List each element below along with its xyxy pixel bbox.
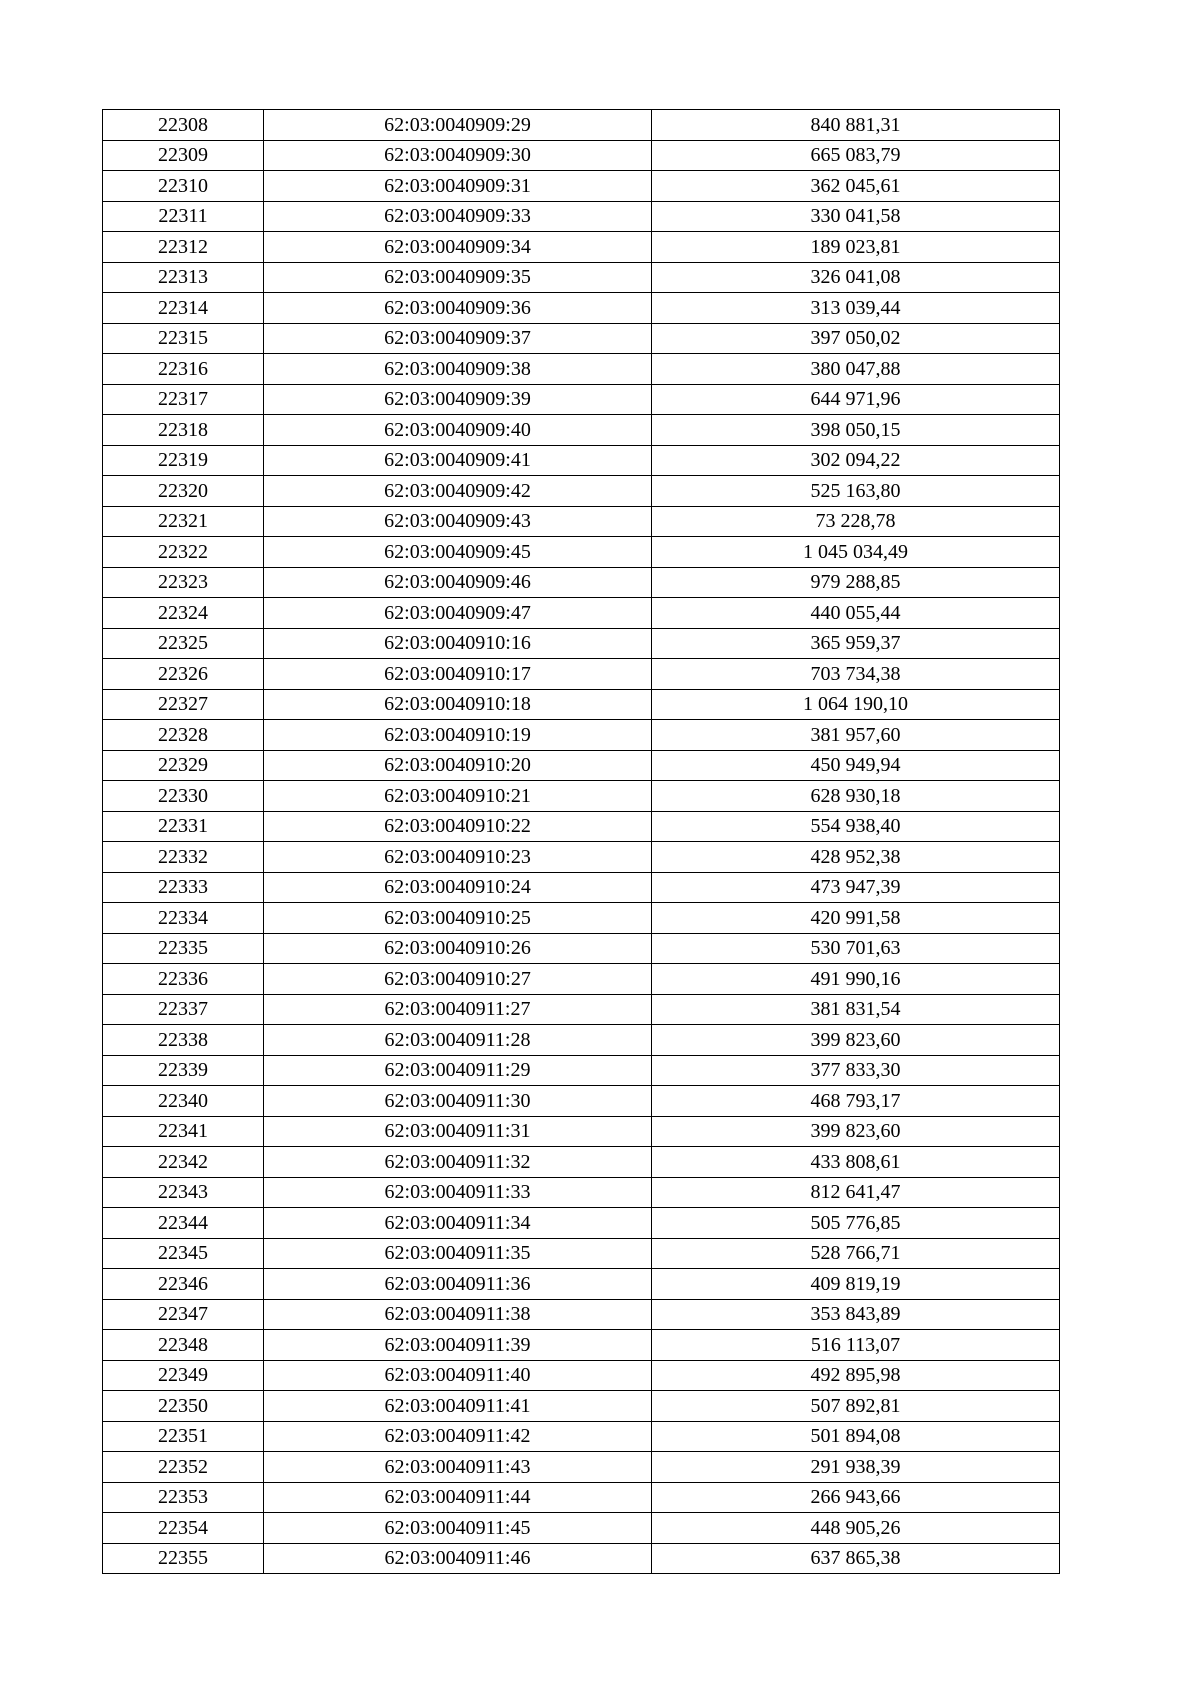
cadastral-value-cell: 433 808,61	[652, 1147, 1060, 1178]
cadastral-value-cell: 189 023,81	[652, 232, 1060, 263]
row-number-cell: 22315	[103, 323, 264, 354]
row-number-cell: 22351	[103, 1421, 264, 1452]
table-row	[103, 964, 1060, 995]
cadastral-number-cell: 62:03:0040909:33	[264, 201, 652, 232]
row-number-cell: 22346	[103, 1269, 264, 1300]
cadastral-number-cell: 62:03:0040911:28	[264, 1025, 652, 1056]
cadastral-value-cell: 381 957,60	[652, 720, 1060, 751]
cadastral-number-cell: 62:03:0040909:41	[264, 445, 652, 476]
cadastral-value-cell: 703 734,38	[652, 659, 1060, 690]
cadastral-number-cell: 62:03:0040909:39	[264, 384, 652, 415]
cadastral-value-cell: 326 041,08	[652, 262, 1060, 293]
row-number-cell: 22336	[103, 964, 264, 995]
cadastral-value-cell: 628 930,18	[652, 781, 1060, 812]
cadastral-value-cell: 399 823,60	[652, 1116, 1060, 1147]
row-number-cell: 22345	[103, 1238, 264, 1269]
cadastral-number-cell: 62:03:0040911:46	[264, 1543, 652, 1574]
row-number-cell: 22353	[103, 1482, 264, 1513]
cadastral-value-cell: 302 094,22	[652, 445, 1060, 476]
row-number-cell: 22311	[103, 201, 264, 232]
cadastral-number-cell: 62:03:0040911:29	[264, 1055, 652, 1086]
cadastral-value-cell: 362 045,61	[652, 171, 1060, 202]
row-number-cell: 22330	[103, 781, 264, 812]
table-row	[103, 659, 1060, 690]
cadastral-value-cell: 266 943,66	[652, 1482, 1060, 1513]
table-row	[103, 1025, 1060, 1056]
cadastral-value-cell: 491 990,16	[652, 964, 1060, 995]
cadastral-value-cell: 1 045 034,49	[652, 537, 1060, 568]
table-row	[103, 781, 1060, 812]
cadastral-number-cell: 62:03:0040910:16	[264, 628, 652, 659]
row-number-cell: 22333	[103, 872, 264, 903]
row-number-cell: 22323	[103, 567, 264, 598]
cadastral-number-cell: 62:03:0040910:26	[264, 933, 652, 964]
table-row	[103, 1543, 1060, 1574]
row-number-cell: 22317	[103, 384, 264, 415]
cadastral-number-cell: 62:03:0040909:29	[264, 110, 652, 141]
row-number-cell: 22325	[103, 628, 264, 659]
cadastral-value-cell: 637 865,38	[652, 1543, 1060, 1574]
cadastral-number-cell: 62:03:0040911:27	[264, 994, 652, 1025]
table-row	[103, 872, 1060, 903]
cadastral-value-cell: 840 881,31	[652, 110, 1060, 141]
row-number-cell: 22340	[103, 1086, 264, 1117]
row-number-cell: 22352	[103, 1452, 264, 1483]
cadastral-number-cell: 62:03:0040911:34	[264, 1208, 652, 1239]
cadastral-number-cell: 62:03:0040911:42	[264, 1421, 652, 1452]
row-number-cell: 22341	[103, 1116, 264, 1147]
row-number-cell: 22314	[103, 293, 264, 324]
table-row	[103, 750, 1060, 781]
table-row	[103, 323, 1060, 354]
cadastral-number-cell: 62:03:0040909:46	[264, 567, 652, 598]
cadastral-value-table	[102, 109, 1060, 1574]
cadastral-number-cell: 62:03:0040910:19	[264, 720, 652, 751]
table-row	[103, 720, 1060, 751]
cadastral-number-cell: 62:03:0040911:45	[264, 1513, 652, 1544]
cadastral-number-cell: 62:03:0040910:24	[264, 872, 652, 903]
cadastral-number-cell: 62:03:0040909:30	[264, 140, 652, 171]
row-number-cell: 22326	[103, 659, 264, 690]
table-row	[103, 110, 1060, 141]
table-row	[103, 415, 1060, 446]
cadastral-number-cell: 62:03:0040909:37	[264, 323, 652, 354]
cadastral-number-cell: 62:03:0040910:22	[264, 811, 652, 842]
table-row	[103, 1177, 1060, 1208]
row-number-cell: 22331	[103, 811, 264, 842]
cadastral-number-cell: 62:03:0040911:38	[264, 1299, 652, 1330]
cadastral-value-cell: 380 047,88	[652, 354, 1060, 385]
cadastral-value-cell: 330 041,58	[652, 201, 1060, 232]
cadastral-number-cell: 62:03:0040911:32	[264, 1147, 652, 1178]
cadastral-number-cell: 62:03:0040910:18	[264, 689, 652, 720]
table-row	[103, 598, 1060, 629]
cadastral-value-cell: 501 894,08	[652, 1421, 1060, 1452]
cadastral-value-cell: 365 959,37	[652, 628, 1060, 659]
cadastral-value-cell: 530 701,63	[652, 933, 1060, 964]
row-number-cell: 22329	[103, 750, 264, 781]
table-row	[103, 994, 1060, 1025]
cadastral-number-cell: 62:03:0040911:35	[264, 1238, 652, 1269]
table-row	[103, 1330, 1060, 1361]
row-number-cell: 22339	[103, 1055, 264, 1086]
cadastral-value-cell: 398 050,15	[652, 415, 1060, 446]
table-body	[103, 110, 1060, 1574]
table-row	[103, 842, 1060, 873]
row-number-cell: 22355	[103, 1543, 264, 1574]
cadastral-number-cell: 62:03:0040910:17	[264, 659, 652, 690]
cadastral-value-cell: 979 288,85	[652, 567, 1060, 598]
row-number-cell: 22322	[103, 537, 264, 568]
cadastral-value-cell: 665 083,79	[652, 140, 1060, 171]
cadastral-number-cell: 62:03:0040910:20	[264, 750, 652, 781]
cadastral-value-cell: 505 776,85	[652, 1208, 1060, 1239]
cadastral-value-cell: 468 793,17	[652, 1086, 1060, 1117]
cadastral-value-cell: 525 163,80	[652, 476, 1060, 507]
table-row	[103, 201, 1060, 232]
cadastral-number-cell: 62:03:0040911:31	[264, 1116, 652, 1147]
row-number-cell: 22344	[103, 1208, 264, 1239]
row-number-cell: 22332	[103, 842, 264, 873]
cadastral-value-cell: 554 938,40	[652, 811, 1060, 842]
row-number-cell: 22334	[103, 903, 264, 934]
table-row	[103, 1299, 1060, 1330]
row-number-cell: 22338	[103, 1025, 264, 1056]
table-row	[103, 384, 1060, 415]
row-number-cell: 22321	[103, 506, 264, 537]
row-number-cell: 22324	[103, 598, 264, 629]
row-number-cell: 22337	[103, 994, 264, 1025]
table-row	[103, 1269, 1060, 1300]
cadastral-number-cell: 62:03:0040911:36	[264, 1269, 652, 1300]
cadastral-value-cell: 397 050,02	[652, 323, 1060, 354]
cadastral-value-cell: 353 843,89	[652, 1299, 1060, 1330]
cadastral-number-cell: 62:03:0040910:27	[264, 964, 652, 995]
table-row	[103, 262, 1060, 293]
table-row	[103, 689, 1060, 720]
table-row	[103, 1421, 1060, 1452]
table-row	[103, 1360, 1060, 1391]
cadastral-value-cell: 377 833,30	[652, 1055, 1060, 1086]
row-number-cell: 22350	[103, 1391, 264, 1422]
table-row	[103, 1086, 1060, 1117]
cadastral-number-cell: 62:03:0040909:45	[264, 537, 652, 568]
table-row	[103, 140, 1060, 171]
cadastral-value-cell: 528 766,71	[652, 1238, 1060, 1269]
cadastral-value-cell: 644 971,96	[652, 384, 1060, 415]
cadastral-number-cell: 62:03:0040911:30	[264, 1086, 652, 1117]
table-row	[103, 1208, 1060, 1239]
cadastral-value-cell: 399 823,60	[652, 1025, 1060, 1056]
table-row	[103, 1238, 1060, 1269]
cadastral-value-cell: 440 055,44	[652, 598, 1060, 629]
cadastral-number-cell: 62:03:0040910:25	[264, 903, 652, 934]
row-number-cell: 22309	[103, 140, 264, 171]
cadastral-value-cell: 448 905,26	[652, 1513, 1060, 1544]
cadastral-value-cell: 428 952,38	[652, 842, 1060, 873]
row-number-cell: 22312	[103, 232, 264, 263]
cadastral-number-cell: 62:03:0040911:39	[264, 1330, 652, 1361]
table-row	[103, 903, 1060, 934]
row-number-cell: 22327	[103, 689, 264, 720]
cadastral-value-cell: 420 991,58	[652, 903, 1060, 934]
cadastral-value-cell: 409 819,19	[652, 1269, 1060, 1300]
row-number-cell: 22354	[103, 1513, 264, 1544]
cadastral-number-cell: 62:03:0040909:35	[264, 262, 652, 293]
table-row	[103, 354, 1060, 385]
table-row	[103, 1055, 1060, 1086]
row-number-cell: 22319	[103, 445, 264, 476]
table-row	[103, 567, 1060, 598]
cadastral-value-cell: 812 641,47	[652, 1177, 1060, 1208]
cadastral-value-cell: 492 895,98	[652, 1360, 1060, 1391]
cadastral-value-cell: 73 228,78	[652, 506, 1060, 537]
row-number-cell: 22343	[103, 1177, 264, 1208]
cadastral-value-cell: 507 892,81	[652, 1391, 1060, 1422]
cadastral-number-cell: 62:03:0040909:43	[264, 506, 652, 537]
cadastral-number-cell: 62:03:0040911:40	[264, 1360, 652, 1391]
table-row	[103, 628, 1060, 659]
cadastral-number-cell: 62:03:0040909:42	[264, 476, 652, 507]
cadastral-number-cell: 62:03:0040911:41	[264, 1391, 652, 1422]
table-row	[103, 933, 1060, 964]
cadastral-number-cell: 62:03:0040909:47	[264, 598, 652, 629]
cadastral-value-cell: 313 039,44	[652, 293, 1060, 324]
table-row	[103, 293, 1060, 324]
row-number-cell: 22318	[103, 415, 264, 446]
row-number-cell: 22335	[103, 933, 264, 964]
table-row	[103, 1147, 1060, 1178]
table-row	[103, 1452, 1060, 1483]
row-number-cell: 22308	[103, 110, 264, 141]
cadastral-number-cell: 62:03:0040909:38	[264, 354, 652, 385]
cadastral-value-cell: 516 113,07	[652, 1330, 1060, 1361]
cadastral-number-cell: 62:03:0040909:36	[264, 293, 652, 324]
cadastral-number-cell: 62:03:0040911:33	[264, 1177, 652, 1208]
row-number-cell: 22349	[103, 1360, 264, 1391]
table-row	[103, 506, 1060, 537]
row-number-cell: 22310	[103, 171, 264, 202]
cadastral-value-cell: 291 938,39	[652, 1452, 1060, 1483]
table-row	[103, 476, 1060, 507]
cadastral-number-cell: 62:03:0040910:21	[264, 781, 652, 812]
cadastral-number-cell: 62:03:0040909:40	[264, 415, 652, 446]
cadastral-value-cell: 473 947,39	[652, 872, 1060, 903]
table-row	[103, 537, 1060, 568]
table-row	[103, 1116, 1060, 1147]
table-row	[103, 232, 1060, 263]
cadastral-number-cell: 62:03:0040911:43	[264, 1452, 652, 1483]
row-number-cell: 22348	[103, 1330, 264, 1361]
cadastral-number-cell: 62:03:0040909:34	[264, 232, 652, 263]
row-number-cell: 22313	[103, 262, 264, 293]
cadastral-value-cell: 381 831,54	[652, 994, 1060, 1025]
table-row	[103, 811, 1060, 842]
cadastral-number-cell: 62:03:0040910:23	[264, 842, 652, 873]
row-number-cell: 22347	[103, 1299, 264, 1330]
row-number-cell: 22316	[103, 354, 264, 385]
cadastral-number-cell: 62:03:0040909:31	[264, 171, 652, 202]
table-row	[103, 1513, 1060, 1544]
row-number-cell: 22320	[103, 476, 264, 507]
cadastral-value-cell: 450 949,94	[652, 750, 1060, 781]
row-number-cell: 22328	[103, 720, 264, 751]
cadastral-number-cell: 62:03:0040911:44	[264, 1482, 652, 1513]
table-row	[103, 171, 1060, 202]
table-row	[103, 1391, 1060, 1422]
table-row	[103, 445, 1060, 476]
cadastral-value-cell: 1 064 190,10	[652, 689, 1060, 720]
row-number-cell: 22342	[103, 1147, 264, 1178]
table-row	[103, 1482, 1060, 1513]
